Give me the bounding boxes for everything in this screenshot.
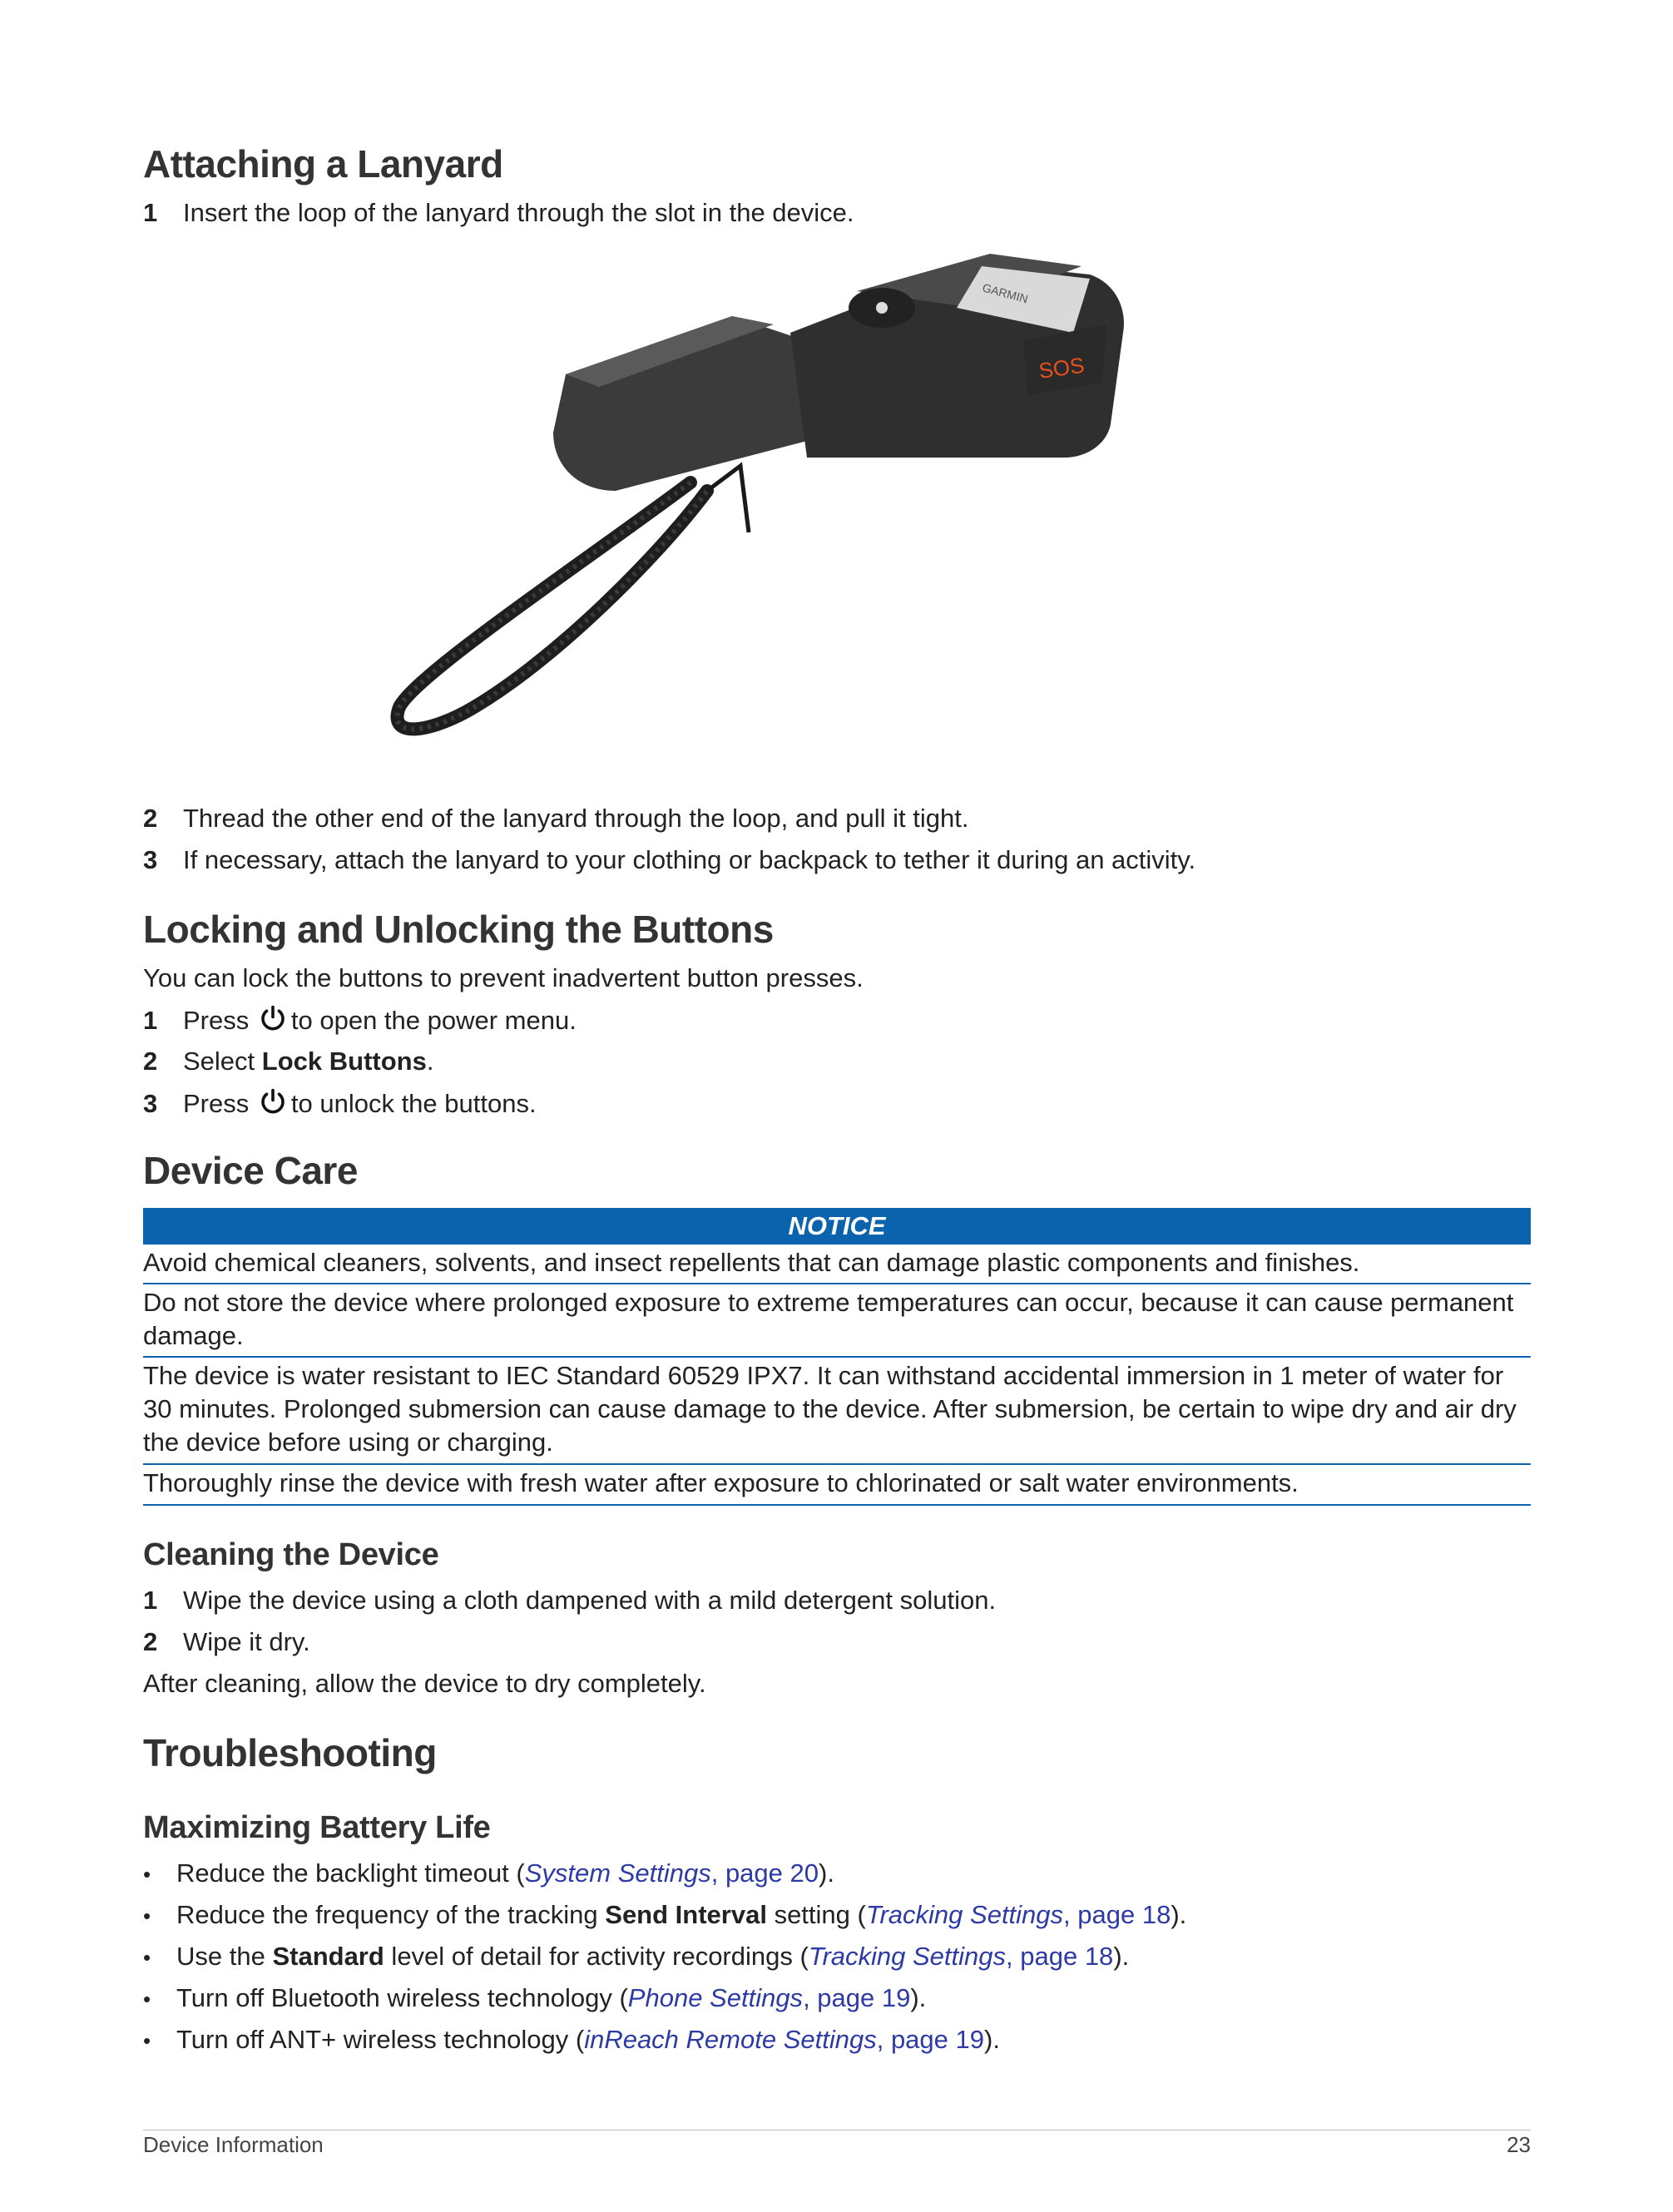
cleaning-step-1 <box>143 1584 996 1617</box>
battery-item <box>143 1898 1186 1932</box>
link-page: , page 18 <box>1063 1900 1171 1929</box>
step-number: 1 <box>143 198 158 227</box>
heading-locking-buttons: Locking and Unlocking the Buttons <box>143 908 774 951</box>
notice-divider <box>143 1283 1531 1284</box>
step-number: 1 <box>143 1006 158 1035</box>
cleaning-after: After cleaning, allow the device to dry completely. <box>143 1669 706 1698</box>
step-number: 3 <box>143 845 158 874</box>
step-number: 3 <box>143 1089 158 1118</box>
item-text: Reduce the frequency of the tracking <box>176 1900 606 1929</box>
lanyard-step-3 <box>143 844 1195 877</box>
item-text-end: ). <box>984 2025 1000 2054</box>
item-text-mid: level of detail for activity recordings ( <box>384 1942 809 1971</box>
link-system-settings[interactable] <box>525 1858 819 1888</box>
link-tracking-settings[interactable] <box>809 1942 1114 1971</box>
notice-row: Thoroughly rinse the device with fresh water after exposure to chlorinated or salt water environments. <box>143 1468 1299 1497</box>
link-inreach-remote-settings[interactable] <box>584 2025 984 2054</box>
item-text-end: ). <box>910 1983 927 2012</box>
footer-page-number: 23 <box>1507 2132 1531 2157</box>
step-text: Wipe the device using a cloth dampened with a mild detergent solution. <box>183 1586 997 1615</box>
battery-item <box>143 1982 926 2016</box>
heading-battery-life: Maximizing Battery Life <box>143 1810 491 1845</box>
step-text: If necessary, attach the lanyard to your clothing or backpack to tether it during an activity. <box>183 845 1196 874</box>
bullet: • <box>143 1945 151 1970</box>
power-icon <box>258 1003 288 1033</box>
step-text: Wipe it dry. <box>183 1627 310 1656</box>
device-sos-label: SOS <box>1037 352 1086 384</box>
notice-row: Do not store the device where prolonged exposure to extreme temperatures can occur, because it can cause permanent damage. <box>143 1288 1514 1350</box>
link-title: Phone Settings <box>627 1983 804 2012</box>
battery-item <box>143 2023 1000 2057</box>
heading-attaching-lanyard: Attaching a Lanyard <box>143 142 503 186</box>
step-pre: Press <box>183 1006 250 1035</box>
item-text-end: ). <box>1113 1942 1130 1971</box>
heading-device-care: Device Care <box>143 1149 358 1192</box>
item-text: Turn off ANT+ wireless technology ( <box>176 2025 585 2054</box>
cleaning-step-2 <box>143 1626 310 1659</box>
link-title: System Settings <box>524 1858 711 1888</box>
step-number: 1 <box>143 1586 158 1615</box>
locking-step-3 <box>143 1086 537 1121</box>
step-pre: Select <box>183 1047 255 1076</box>
footer-section-name: Device Information <box>143 2132 324 2157</box>
link-title: Tracking Settings <box>865 1900 1064 1929</box>
battery-item <box>143 1940 1129 1974</box>
item-text-end: ). <box>1171 1900 1187 1929</box>
step-post: to unlock the buttons. <box>290 1089 537 1118</box>
step-text: Insert the loop of the lanyard through the slot in the device. <box>183 198 854 227</box>
item-text: Turn off Bluetooth wireless technology ( <box>176 1983 628 2012</box>
lanyard-cord <box>397 482 707 729</box>
link-page: , page 20 <box>710 1858 819 1888</box>
link-phone-settings[interactable] <box>628 1983 911 2012</box>
step-number: 2 <box>143 1627 158 1656</box>
step-number: 2 <box>143 804 158 833</box>
link-page: , page 19 <box>876 2025 985 2054</box>
item-text-mid: setting ( <box>766 1900 866 1929</box>
notice-divider <box>143 1356 1531 1358</box>
device-lanyard-photo <box>341 241 1331 782</box>
notice-row: The device is water resistant to IEC Standard 60529 IPX7. It can withstand accidental immersion in 1 meter of water for 30 minutes. Prolonged submersion can cause damage to the device. After submersion, be certain to wipe dry and air dry the device before using or charging. <box>143 1361 1517 1457</box>
lanyard-step-1 <box>143 196 854 230</box>
lanyard-loop-connector <box>707 466 749 532</box>
notice-row: Avoid chemical cleaners, solvents, and insect repellents that can damage plastic components and finishes. <box>143 1248 1360 1277</box>
notice-header: NOTICE <box>143 1208 1531 1245</box>
lanyard-step-2 <box>143 802 968 835</box>
locking-step-2 <box>143 1045 433 1078</box>
item-text: Use the <box>176 1942 273 1971</box>
step-number: 2 <box>143 1047 158 1076</box>
battery-item <box>143 1857 834 1891</box>
manual-page <box>143 0 1531 2212</box>
locking-step-1 <box>143 1003 577 1037</box>
item-text: Reduce the backlight timeout ( <box>176 1858 525 1888</box>
step-post: to open the power menu. <box>290 1006 577 1035</box>
locking-intro: You can lock the buttons to prevent inadvertent button presses. <box>143 963 864 992</box>
heading-cleaning-device: Cleaning the Device <box>143 1537 439 1572</box>
bullet: • <box>143 1903 151 1928</box>
device-brand-label: GARMIN <box>981 280 1030 306</box>
power-icon <box>258 1086 288 1116</box>
link-title: inReach Remote Settings <box>584 2025 877 2054</box>
lock-buttons-label: Lock Buttons <box>261 1047 427 1076</box>
step-pre: Press <box>183 1089 250 1118</box>
link-page: , page 18 <box>1006 1942 1114 1971</box>
bullet: • <box>143 1862 151 1887</box>
link-title: Tracking Settings <box>808 1942 1007 1971</box>
standard-label: Standard <box>272 1942 384 1971</box>
send-interval-label: Send Interval <box>605 1900 767 1929</box>
item-text-end: ). <box>819 1858 834 1888</box>
link-tracking-settings[interactable] <box>866 1900 1171 1929</box>
bullet: • <box>143 2028 151 2053</box>
step-text: Thread the other end of the lanyard through the loop, and pull it tight. <box>183 804 969 833</box>
notice-divider <box>143 1504 1531 1506</box>
notice-divider <box>143 1463 1531 1465</box>
link-page: , page 19 <box>803 1983 911 2012</box>
step-post: . <box>426 1047 434 1076</box>
heading-troubleshooting: Troubleshooting <box>143 1731 437 1774</box>
bullet: • <box>143 1987 151 2012</box>
